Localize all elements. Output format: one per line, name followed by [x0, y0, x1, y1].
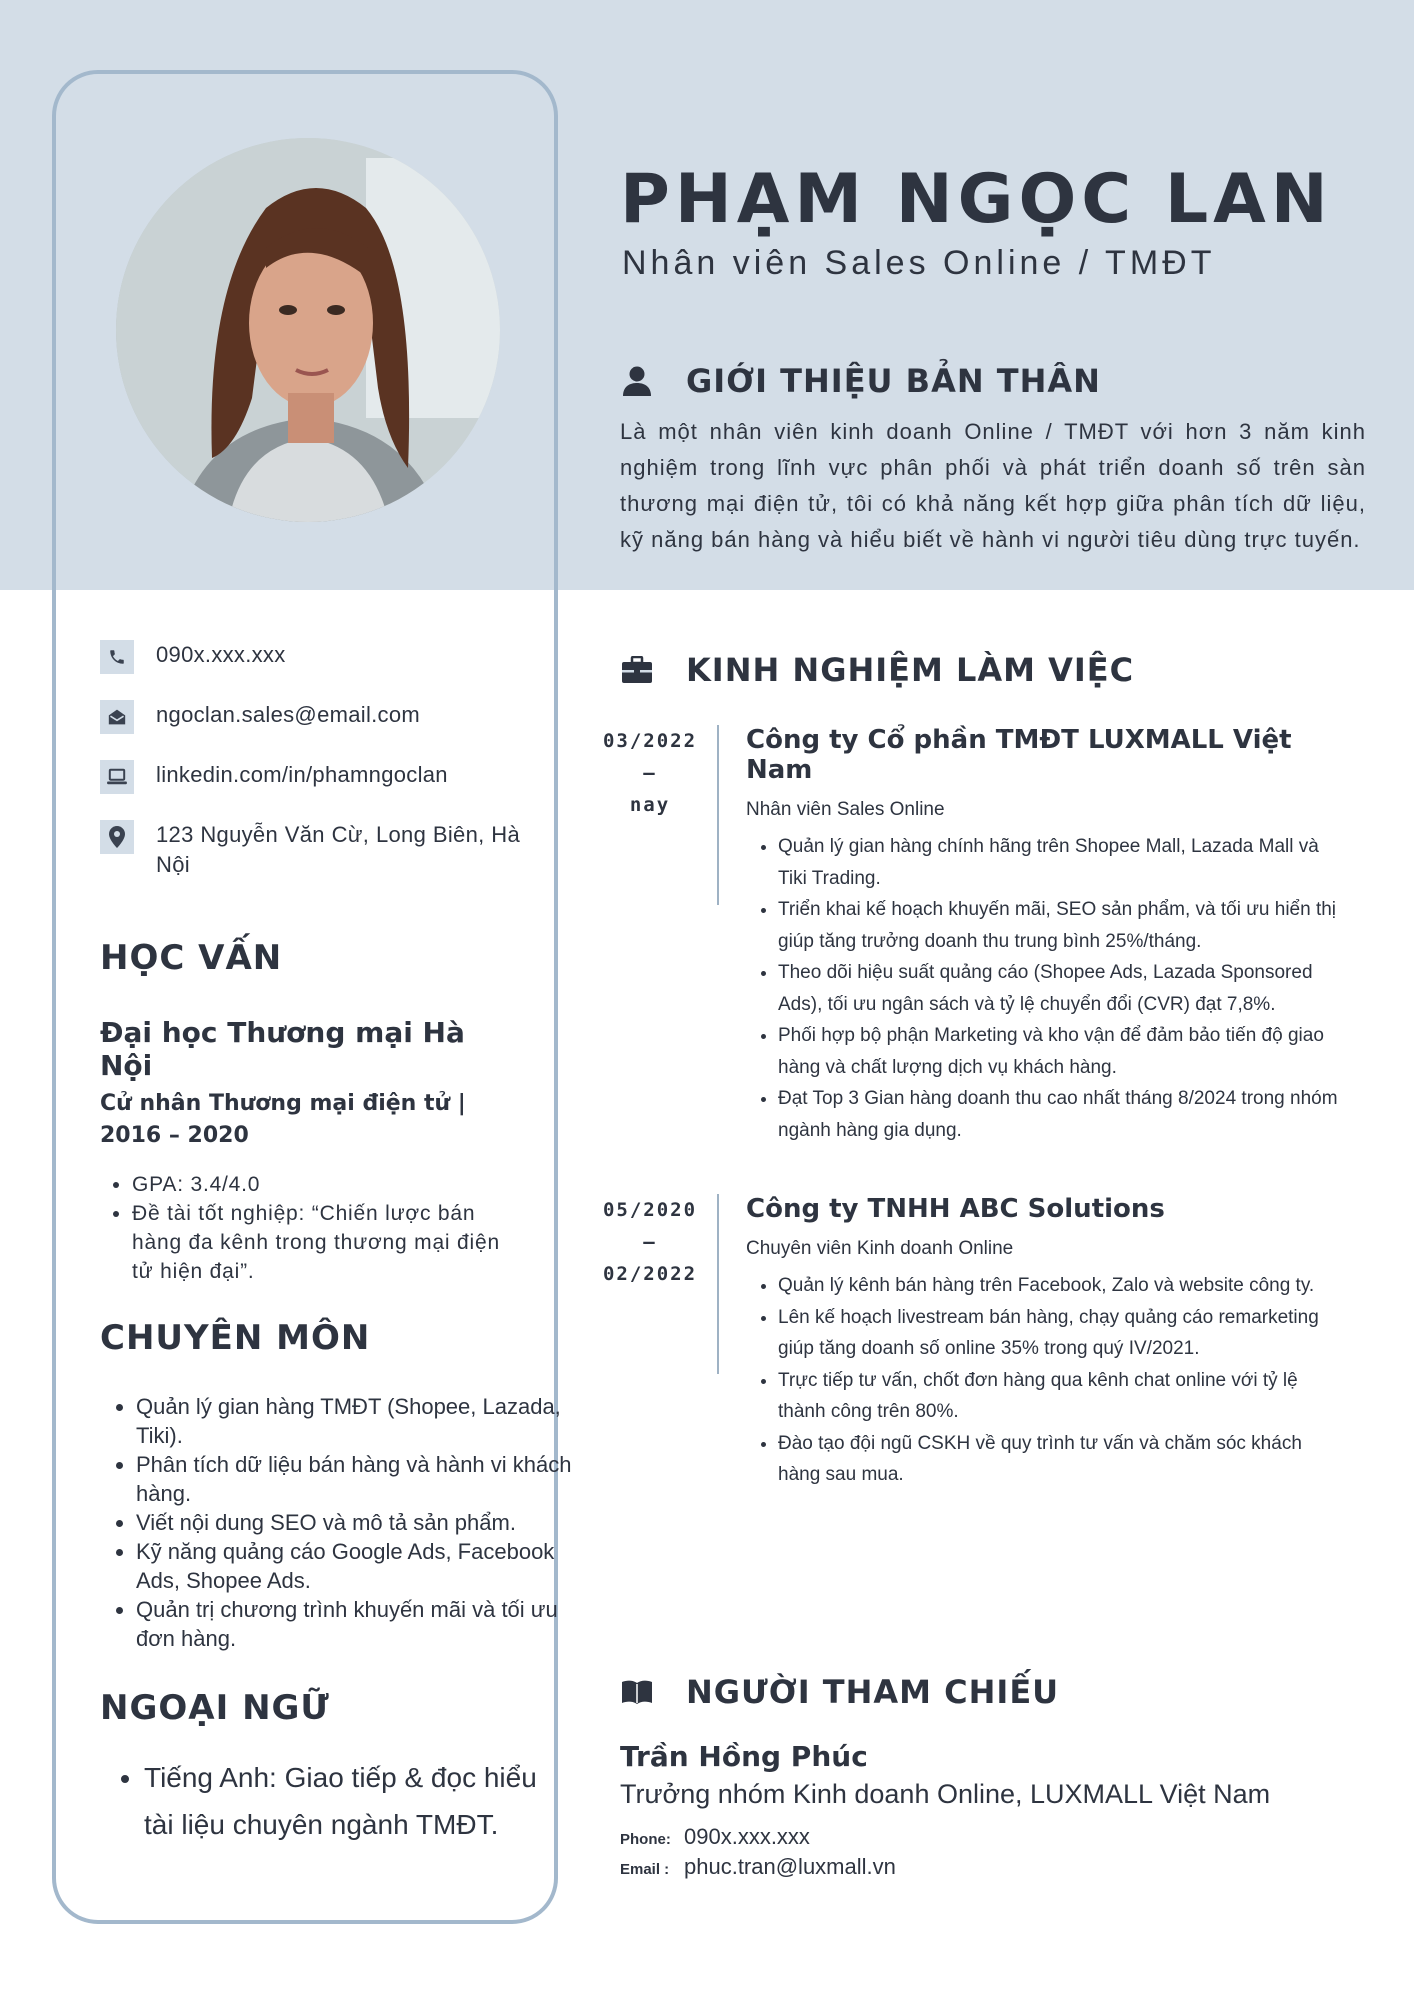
email-icon [100, 700, 134, 734]
job-bullets [746, 1270, 1346, 1491]
laptop-icon [100, 760, 134, 794]
job-body [746, 1194, 1346, 1491]
location-icon [100, 820, 134, 854]
list-item: • Lên kế hoạch livestream bán hàng, chạy quảng cáo remarketing giúp tăng doanh số online 35% trong quý IV/2021. [778, 1302, 1346, 1365]
reference-block [620, 1740, 1380, 1884]
contact-linkedin [100, 760, 520, 794]
reference-phone: 090x.xxx.xxx [684, 1824, 810, 1849]
user-icon [620, 364, 654, 398]
experience-section-header [620, 651, 1134, 689]
job-bullets [746, 831, 1346, 1146]
list-item: • Đạt Top 3 Gian hàng doanh thu cao nhất tháng 8/2024 trong nhóm ngành hàng gia dụng. [778, 1083, 1346, 1146]
list-item: • Đào tạo đội ngũ CSKH về quy trình tư vấn và chăm sóc khách hàng sau mua. [778, 1428, 1346, 1491]
timeline-line [717, 725, 719, 905]
job-entry-1 [590, 725, 1370, 1141]
reference-role: Trưởng nhóm Kinh doanh Online, LUXMALL Việt Nam [620, 1779, 1271, 1809]
profile-photo [116, 138, 500, 522]
job-date-end: 02/2022 [602, 1263, 698, 1285]
linkedin-text[interactable]: linkedin.com/in/phamngoclan [156, 762, 448, 787]
job-date-separator: – [643, 1231, 657, 1253]
phone-icon [100, 640, 134, 674]
list-item: • Triển khai kế hoạch khuyến mãi, SEO sản phẩm, và tối ưu hiển thị giúp tăng trưởng doanh thu trung bình 25%/tháng. [778, 894, 1346, 957]
address-text: 123 Nguyễn Văn Cừ, Long Biên, Hà Nội [156, 822, 520, 877]
job-date-separator: – [643, 762, 657, 784]
job-date-start: 03/2022 [602, 730, 698, 752]
list-item: • Tiếng Anh: Giao tiếp & đọc hiểu tài liệu chuyên ngành TMĐT. [144, 1754, 564, 1848]
languages-heading: NGOẠI NGỮ [100, 1688, 330, 1728]
list-item: • Theo dõi hiệu suất quảng cáo (Shopee Ads, Lazada Sponsored Ads), tối ưu ngân sách và tỷ lệ chuyển đổi (CVR) đạt 7,8%. [778, 957, 1346, 1020]
reference-email[interactable]: phuc.tran@luxmall.vn [684, 1854, 896, 1879]
job-title: Chuyên viên Kinh doanh Online [746, 1238, 1014, 1259]
briefcase-icon [620, 653, 654, 687]
list-item: • Quản lý gian hàng TMĐT (Shopee, Lazada, Tiki). [136, 1392, 576, 1450]
reference-email-label: Email : [620, 1861, 670, 1878]
list-item: • Quản lý gian hàng chính hãng trên Shopee Mall, Lazada Mall và Tiki Trading. [778, 831, 1346, 894]
experience-heading: KINH NGHIỆM LÀM VIỆC [686, 651, 1135, 689]
list-item: • Trực tiếp tư vấn, chốt đơn hàng qua kênh chat online với tỷ lệ thành công trên 80%. [778, 1365, 1346, 1428]
list-item: • Phân tích dữ liệu bán hàng và hành vi khách hàng. [136, 1450, 576, 1508]
phone-text: 090x.xxx.xxx [156, 642, 286, 667]
candidate-role: Nhân viên Sales Online / TMĐT [622, 244, 1216, 282]
education-school: Đại học Thương mại Hà Nội [100, 1016, 465, 1082]
reference-phone-label: Phone: [620, 1831, 671, 1848]
job-date [590, 1194, 710, 1290]
reference-name: Trần Hồng Phúc [620, 1740, 868, 1773]
job-entry-2 [590, 1194, 1370, 1494]
contact-email [100, 700, 520, 734]
reference-phone-line [620, 1824, 1380, 1850]
education-block [100, 1016, 520, 1286]
reference-heading: NGƯỜI THAM CHIẾU [686, 1673, 1060, 1711]
list-item: • Kỹ năng quảng cáo Google Ads, Facebook Ads, Shopee Ads. [136, 1537, 576, 1595]
list-item: • GPA: 3.4/4.0 [132, 1170, 520, 1199]
list-item: • Quản lý kênh bán hàng trên Facebook, Zalo và website công ty. [778, 1270, 1346, 1302]
intro-heading: GIỚI THIỆU BẢN THÂN [686, 362, 1101, 400]
list-item: • Phối hợp bộ phận Marketing và kho vận để đảm bảo tiến độ giao hàng và chất lượng dịch vụ khách hàng. [778, 1020, 1346, 1083]
education-details [100, 1170, 520, 1286]
contact-address [100, 820, 520, 880]
candidate-name: PHẠM NGỌC LAN [620, 160, 1333, 239]
education-degree: Cử nhân Thương mại điện tử | 2016 – 2020 [100, 1091, 466, 1148]
list-item: • Đề tài tốt nghiệp: “Chiến lược bán hàng đa kênh trong thương mại điện tử hiện đại”. [132, 1199, 520, 1286]
skills-list [100, 1392, 576, 1653]
reference-email-line [620, 1854, 1380, 1880]
job-title: Nhân viên Sales Online [746, 799, 945, 820]
job-body [746, 725, 1346, 1146]
intro-text: Là một nhân viên kinh doanh Online / TMĐT với hơn 3 năm kinh nghiệm trong lĩnh vực phân phối và phát triển doanh số trên sàn thương mại điện tử, tôi có khả năng kết hợp giữa phân tích dữ liệu, kỹ năng bán hàng và hiểu biết về hành vi người tiêu dùng trực tuyến. [620, 419, 1366, 552]
contact-phone [100, 640, 520, 674]
intro-section-header [620, 362, 1101, 400]
languages-list [100, 1754, 564, 1848]
job-company: Công ty TNHH ABC Solutions [746, 1194, 1165, 1224]
email-text[interactable]: ngoclan.sales@email.com [156, 702, 421, 727]
skills-heading: CHUYÊN MÔN [100, 1318, 371, 1358]
job-date-end: nay [629, 794, 671, 816]
list-item: • Viết nội dung SEO và mô tả sản phẩm. [136, 1508, 576, 1537]
job-date-start: 05/2020 [602, 1199, 698, 1221]
education-heading: HỌC VẤN [100, 938, 283, 978]
job-company: Công ty Cổ phần TMĐT LUXMALL Việt Nam [746, 725, 1292, 785]
list-item: • Quản trị chương trình khuyến mãi và tối ưu đơn hàng. [136, 1595, 576, 1653]
job-date [590, 725, 710, 821]
contact-list [100, 640, 520, 906]
book-icon [620, 1675, 654, 1709]
timeline-line [717, 1194, 719, 1374]
reference-section-header [620, 1673, 1059, 1711]
